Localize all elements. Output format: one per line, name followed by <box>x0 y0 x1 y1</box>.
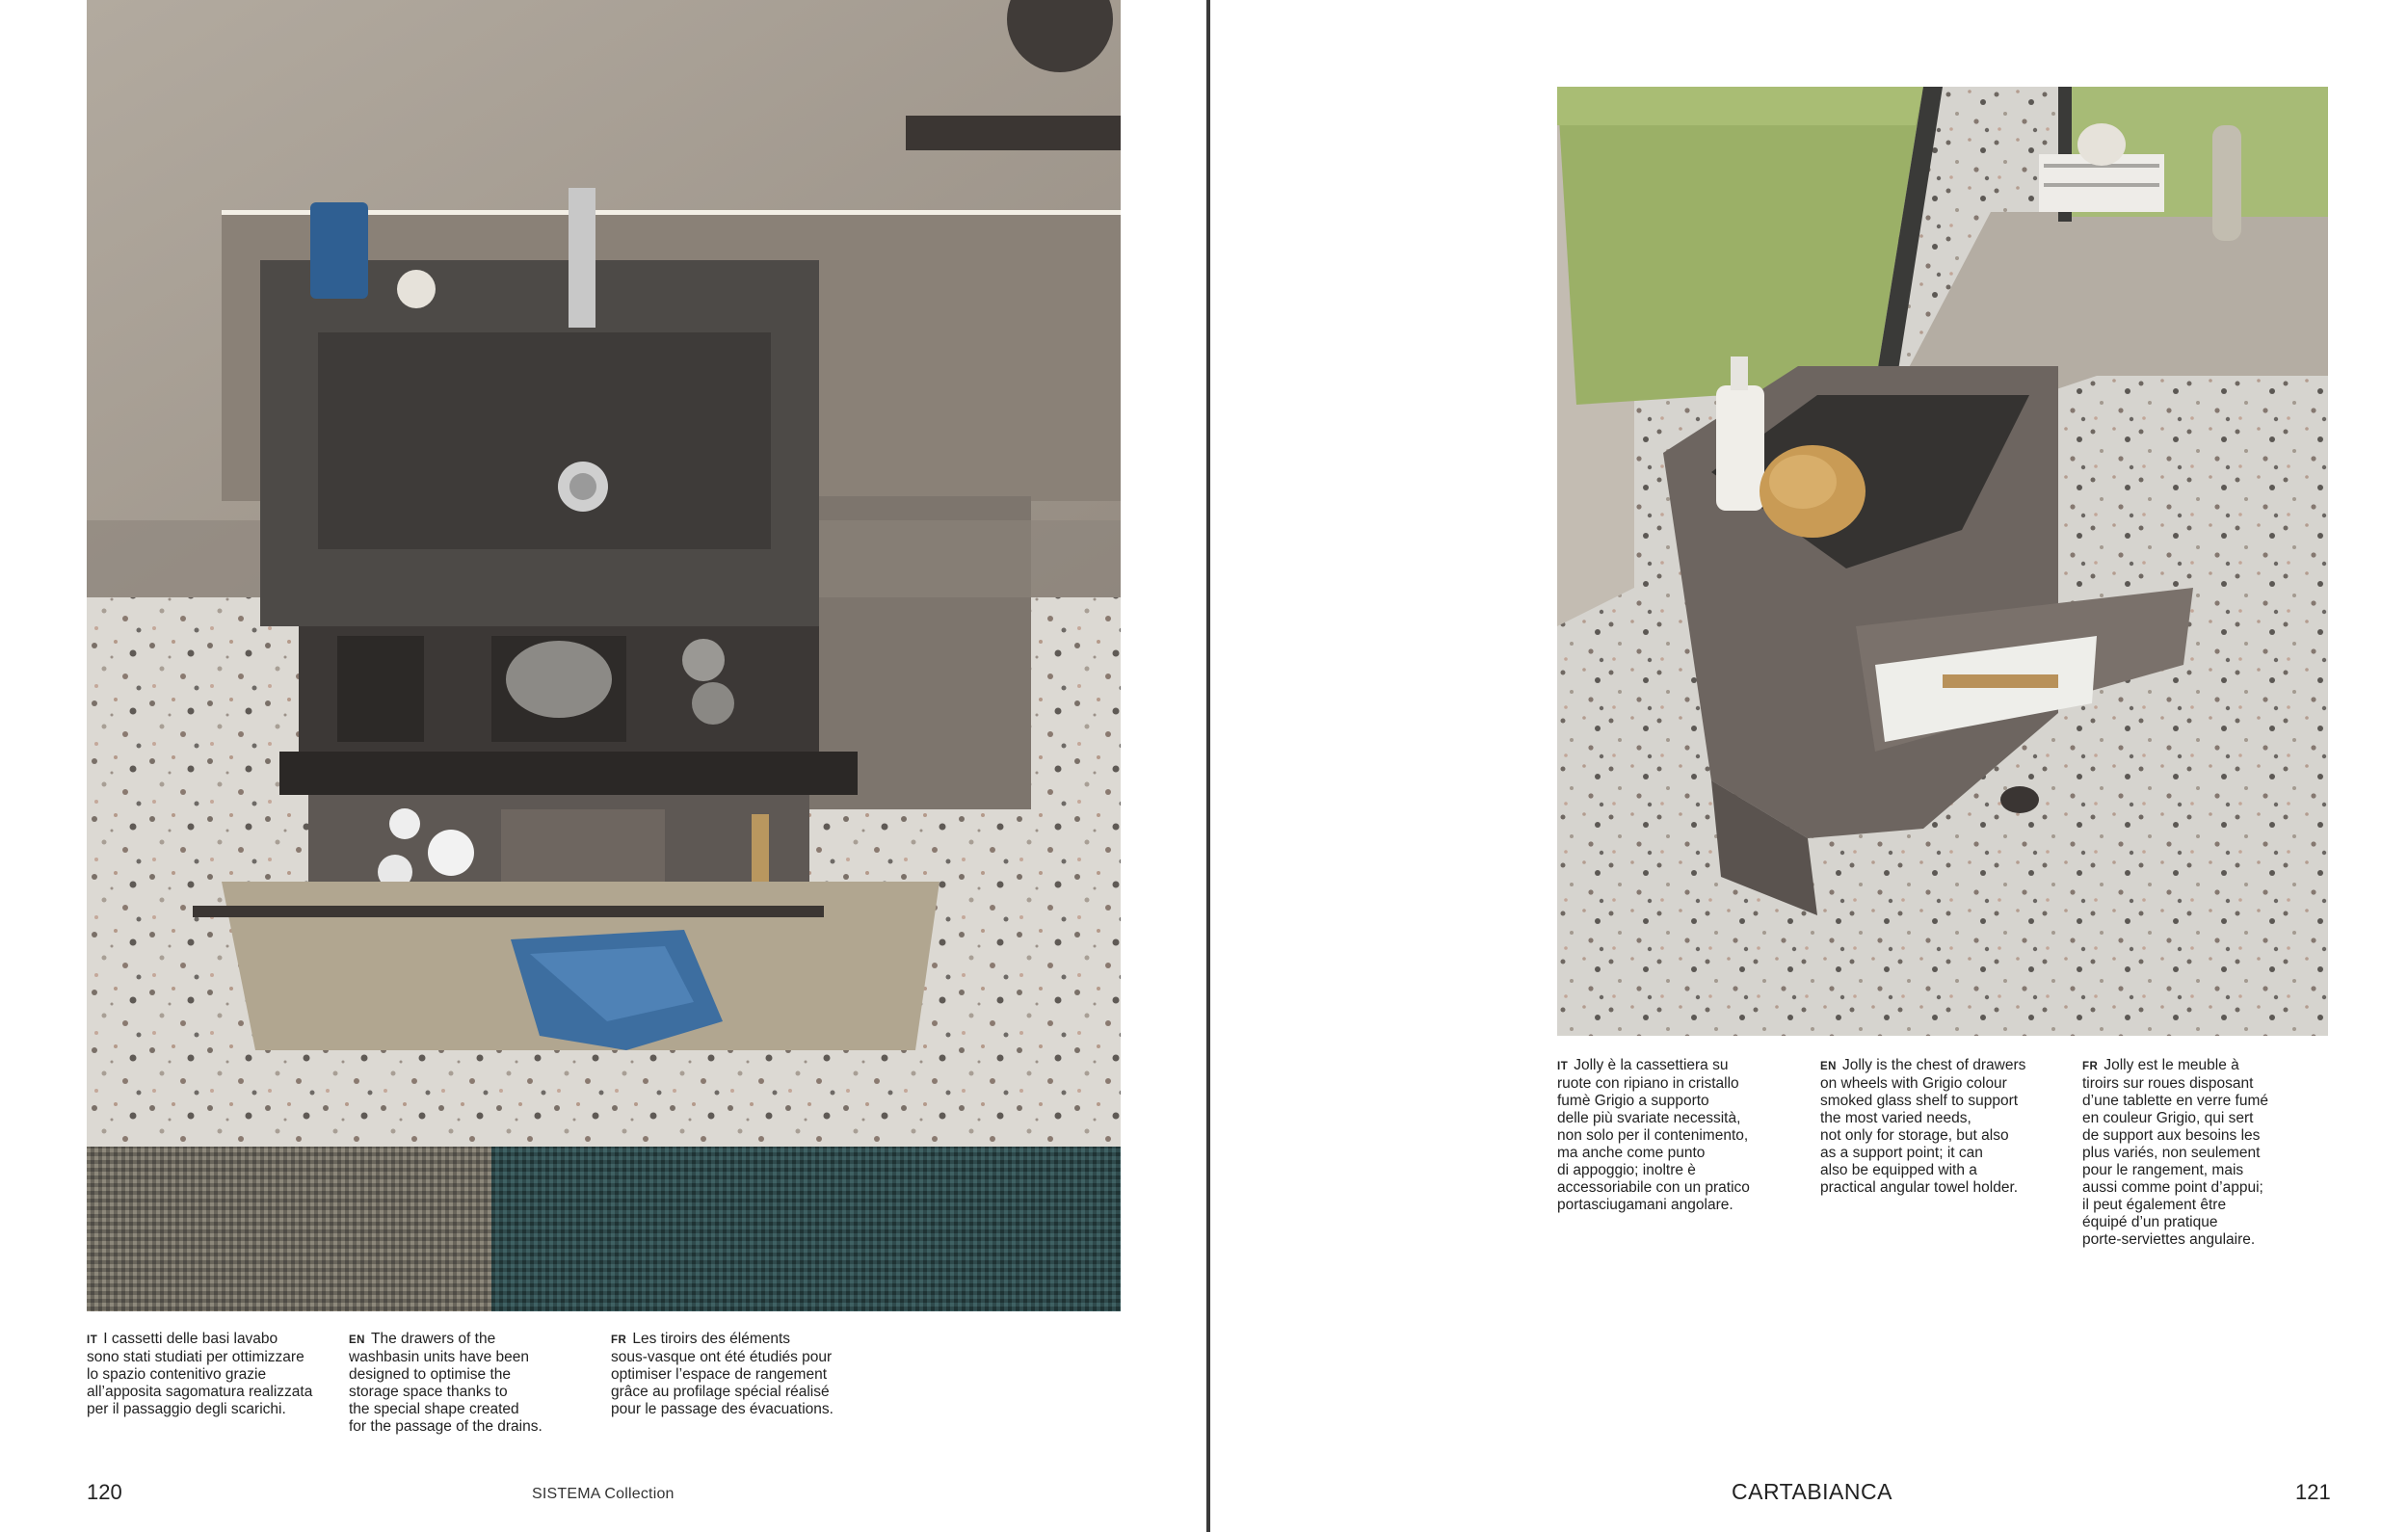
caption-text: Jolly è la cassettiera su ruote con ripiano in cristallo fumè Grigio a supporto delle più svariate necessità, non solo per il contenimento, ma anche come punto di appoggio; inoltre è accessoriabile con un pratico portasciugamani angolare. <box>1557 1057 1750 1213</box>
lang-label: IT <box>1557 1061 1569 1072</box>
caption-fr-left <box>611 1331 881 1418</box>
caption-text: The drawers of the washbasin units have been designed to optimise the storage space thanks to the special shape created for the passage of the drains. <box>349 1331 542 1435</box>
caption-fr-right <box>2082 1057 2328 1249</box>
caption-en-right <box>1820 1057 2076 1197</box>
lang-label: FR <box>611 1334 627 1346</box>
page-number-left: 120 <box>87 1480 122 1504</box>
caption-text: Jolly est le meuble à tiroirs sur roues disposant d’une tablette en verre fumé en couleur Grigio, qui sert de support aux besoins les plus variés, non seulement pour le rangement, mais aussi comme point d’appui; il peut également être équipé d’un pratique porte-serviettes angulaire. <box>2082 1057 2269 1248</box>
jolly-photo-icon <box>1557 87 2328 1036</box>
caption-text: Jolly is the chest of drawers on wheels with Grigio colour smoked glass shelf to support the most varied needs, not only for storage, but also as a support point; it can also be equipped with a practical angular towel holder. <box>1820 1057 2026 1196</box>
caption-text: I cassetti delle basi lavabo sono stati studiati per ottimizzare lo spazio contenitivo grazie all’apposita sagomatura realizzata per il passaggio degli scarichi. <box>87 1331 313 1417</box>
lang-label: FR <box>2082 1061 2099 1072</box>
caption-en-left <box>349 1331 609 1436</box>
caption-it-left <box>87 1331 347 1418</box>
page-number-right: 121 <box>2295 1480 2331 1504</box>
lang-label: EN <box>349 1334 365 1346</box>
jolly-chest-of-drawers-photo <box>1557 87 2328 1036</box>
lang-label: IT <box>87 1334 98 1346</box>
running-title: SISTEMA Collection <box>532 1486 675 1502</box>
bathroom-washbasin-drawers-photo <box>87 0 1121 1311</box>
caption-it-right <box>1557 1057 1813 1214</box>
brand-name: CARTABIANCA <box>1732 1479 1892 1504</box>
caption-text: Les tiroirs des éléments sous-vasque ont été étudiés pour optimiser l’espace de rangement grâce au profilage spécial réalisé pour le passage des évacuations. <box>611 1331 834 1417</box>
lang-label: EN <box>1820 1061 1837 1072</box>
washbasin-photo-icon <box>87 0 1121 1311</box>
